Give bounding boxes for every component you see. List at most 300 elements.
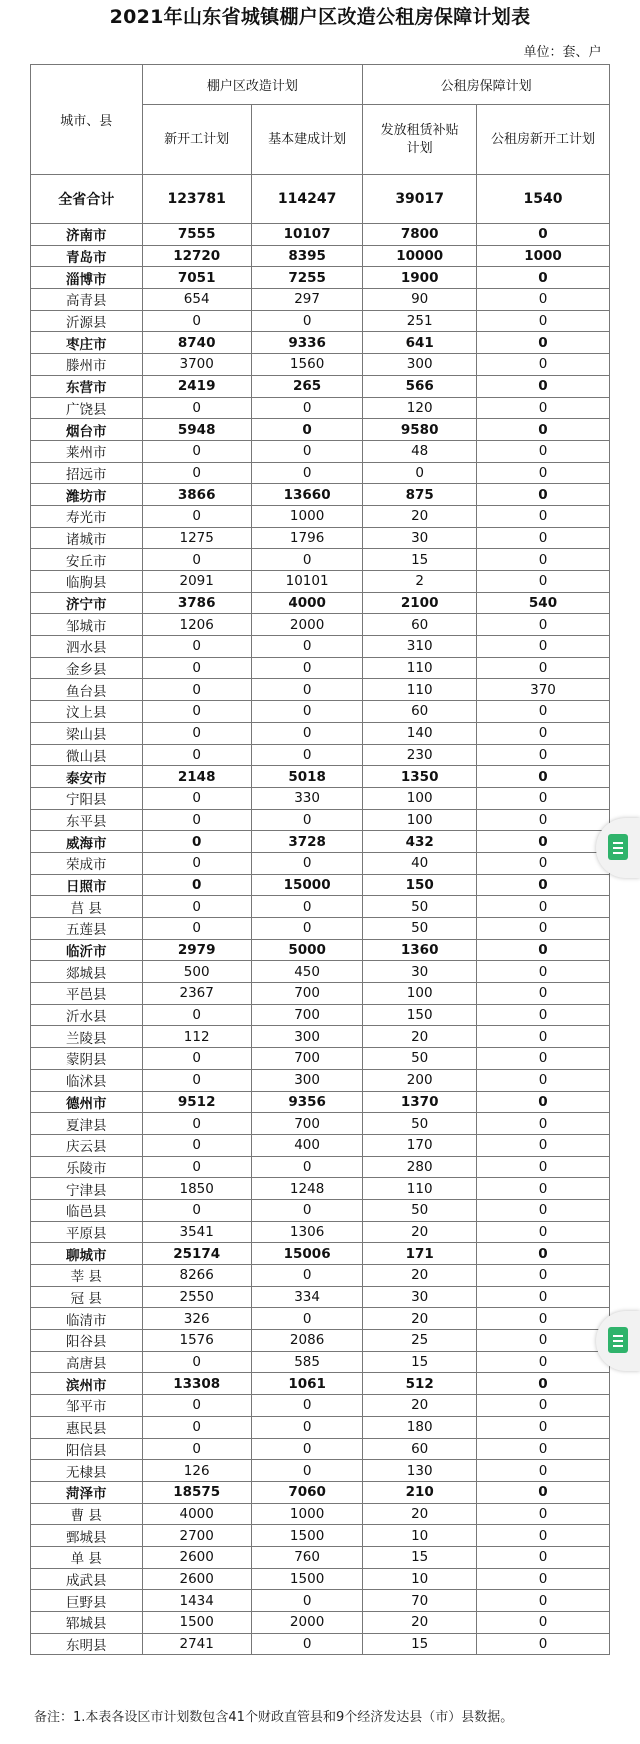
value-cell: 0 bbox=[477, 1026, 610, 1048]
value-cell: 8266 bbox=[142, 1265, 251, 1287]
value-cell: 0 bbox=[142, 505, 251, 527]
value-cell: 0 bbox=[477, 1568, 610, 1590]
region-name-cell: 德州市 bbox=[31, 1091, 143, 1113]
region-name-cell: 鄄城县 bbox=[31, 1525, 143, 1547]
value-cell: 1000 bbox=[251, 1503, 363, 1525]
value-cell: 2700 bbox=[142, 1525, 251, 1547]
value-cell: 171 bbox=[363, 1243, 477, 1265]
table-row bbox=[31, 1199, 610, 1221]
value-cell: 0 bbox=[251, 918, 363, 940]
region-name-cell: 沂源县 bbox=[31, 310, 143, 332]
value-cell: 0 bbox=[477, 1199, 610, 1221]
value-cell: 0 bbox=[142, 1069, 251, 1091]
region-name-cell: 日照市 bbox=[31, 874, 143, 896]
value-cell: 0 bbox=[142, 1351, 251, 1373]
value-cell: 4000 bbox=[142, 1503, 251, 1525]
value-cell: 10 bbox=[363, 1525, 477, 1547]
value-cell: 1206 bbox=[142, 614, 251, 636]
value-cell: 700 bbox=[251, 983, 363, 1005]
table-row bbox=[31, 896, 610, 918]
value-cell: 5018 bbox=[251, 766, 363, 788]
total-value: 1540 bbox=[477, 175, 610, 224]
region-name-cell: 夏津县 bbox=[31, 1113, 143, 1135]
value-cell: 0 bbox=[251, 809, 363, 831]
value-cell: 0 bbox=[477, 961, 610, 983]
region-name-cell: 烟台市 bbox=[31, 419, 143, 441]
value-cell: 0 bbox=[477, 831, 610, 853]
value-cell: 7051 bbox=[142, 267, 251, 289]
region-name-cell: 高唐县 bbox=[31, 1351, 143, 1373]
table-row bbox=[31, 571, 610, 593]
value-cell: 334 bbox=[251, 1286, 363, 1308]
total-value: 39017 bbox=[363, 175, 477, 224]
table-row bbox=[31, 549, 610, 571]
value-cell: 0 bbox=[477, 874, 610, 896]
region-name-cell: 平原县 bbox=[31, 1221, 143, 1243]
region-name-cell: 平邑县 bbox=[31, 983, 143, 1005]
table-row bbox=[31, 1525, 610, 1547]
table-row bbox=[31, 874, 610, 896]
value-cell: 0 bbox=[477, 1004, 610, 1026]
value-cell: 9512 bbox=[142, 1091, 251, 1113]
value-cell: 180 bbox=[363, 1416, 477, 1438]
value-cell: 0 bbox=[477, 419, 610, 441]
value-cell: 1500 bbox=[251, 1568, 363, 1590]
value-cell: 130 bbox=[363, 1460, 477, 1482]
value-cell: 110 bbox=[363, 679, 477, 701]
table-row bbox=[31, 332, 610, 354]
value-cell: 12720 bbox=[142, 245, 251, 267]
value-cell: 0 bbox=[142, 636, 251, 658]
value-cell: 1796 bbox=[251, 527, 363, 549]
value-cell: 2000 bbox=[251, 1612, 363, 1634]
value-cell: 110 bbox=[363, 1178, 477, 1200]
value-cell: 3786 bbox=[142, 592, 251, 614]
value-cell: 0 bbox=[142, 1113, 251, 1135]
value-cell: 0 bbox=[477, 1395, 610, 1417]
value-cell: 25 bbox=[363, 1330, 477, 1352]
value-cell: 0 bbox=[251, 310, 363, 332]
region-name-cell: 莘 县 bbox=[31, 1265, 143, 1287]
table-row bbox=[31, 1633, 610, 1655]
region-name-cell: 庆云县 bbox=[31, 1134, 143, 1156]
value-cell: 20 bbox=[363, 1395, 477, 1417]
value-cell: 120 bbox=[363, 397, 477, 419]
value-cell: 0 bbox=[251, 1590, 363, 1612]
region-name-cell: 郓城县 bbox=[31, 1612, 143, 1634]
value-cell: 20 bbox=[363, 1221, 477, 1243]
table-row bbox=[31, 787, 610, 809]
value-cell: 0 bbox=[251, 636, 363, 658]
value-cell: 9356 bbox=[251, 1091, 363, 1113]
value-cell: 0 bbox=[251, 1395, 363, 1417]
value-cell: 0 bbox=[251, 1460, 363, 1482]
value-cell: 200 bbox=[363, 1069, 477, 1091]
value-cell: 0 bbox=[477, 354, 610, 376]
header-shantytown-plan: 棚户区改造计划 bbox=[142, 65, 363, 105]
value-cell: 0 bbox=[477, 1416, 610, 1438]
value-cell: 0 bbox=[251, 549, 363, 571]
value-cell: 0 bbox=[477, 939, 610, 961]
value-cell: 60 bbox=[363, 701, 477, 723]
table-row bbox=[31, 505, 610, 527]
value-cell: 0 bbox=[142, 918, 251, 940]
table-row bbox=[31, 289, 610, 311]
value-cell: 9336 bbox=[251, 332, 363, 354]
value-cell: 0 bbox=[251, 1199, 363, 1221]
region-name-cell: 汶上县 bbox=[31, 701, 143, 723]
value-cell: 0 bbox=[477, 505, 610, 527]
value-cell: 0 bbox=[251, 722, 363, 744]
region-name-cell: 东平县 bbox=[31, 809, 143, 831]
value-cell: 0 bbox=[477, 1590, 610, 1612]
value-cell: 0 bbox=[142, 1199, 251, 1221]
table-row bbox=[31, 267, 610, 289]
header-city-county: 城市、县 bbox=[31, 65, 143, 175]
value-cell: 7060 bbox=[251, 1481, 363, 1503]
table-row bbox=[31, 1091, 610, 1113]
value-cell: 100 bbox=[363, 809, 477, 831]
value-cell: 2086 bbox=[251, 1330, 363, 1352]
value-cell: 0 bbox=[142, 1438, 251, 1460]
region-name-cell: 广饶县 bbox=[31, 397, 143, 419]
table-row bbox=[31, 1178, 610, 1200]
value-cell: 3728 bbox=[251, 831, 363, 853]
value-cell: 3866 bbox=[142, 484, 251, 506]
value-cell: 15006 bbox=[251, 1243, 363, 1265]
value-cell: 0 bbox=[142, 831, 251, 853]
value-cell: 1306 bbox=[251, 1221, 363, 1243]
table-row bbox=[31, 310, 610, 332]
value-cell: 2419 bbox=[142, 375, 251, 397]
value-cell: 30 bbox=[363, 1286, 477, 1308]
value-cell: 0 bbox=[142, 744, 251, 766]
value-cell: 0 bbox=[251, 419, 363, 441]
region-name-cell: 济南市 bbox=[31, 224, 143, 246]
table-row bbox=[31, 1568, 610, 1590]
value-cell: 0 bbox=[477, 1633, 610, 1655]
value-cell: 566 bbox=[363, 375, 477, 397]
table-row bbox=[31, 636, 610, 658]
value-cell: 50 bbox=[363, 896, 477, 918]
value-cell: 0 bbox=[251, 1633, 363, 1655]
value-cell: 700 bbox=[251, 1048, 363, 1070]
value-cell: 0 bbox=[477, 1243, 610, 1265]
value-cell: 0 bbox=[477, 1048, 610, 1070]
region-name-cell: 莱州市 bbox=[31, 440, 143, 462]
value-cell: 0 bbox=[477, 289, 610, 311]
value-cell: 1350 bbox=[363, 766, 477, 788]
value-cell: 0 bbox=[477, 527, 610, 549]
table-row bbox=[31, 722, 610, 744]
value-cell: 585 bbox=[251, 1351, 363, 1373]
value-cell: 540 bbox=[477, 592, 610, 614]
value-cell: 0 bbox=[477, 1308, 610, 1330]
region-name-cell: 东明县 bbox=[31, 1633, 143, 1655]
value-cell: 0 bbox=[251, 852, 363, 874]
region-name-cell: 菏泽市 bbox=[31, 1481, 143, 1503]
region-name-cell: 阳谷县 bbox=[31, 1330, 143, 1352]
region-name-cell: 泗水县 bbox=[31, 636, 143, 658]
value-cell: 0 bbox=[477, 440, 610, 462]
value-cell: 0 bbox=[251, 1438, 363, 1460]
value-cell: 310 bbox=[363, 636, 477, 658]
value-cell: 0 bbox=[142, 1004, 251, 1026]
region-name-cell: 临邑县 bbox=[31, 1199, 143, 1221]
value-cell: 90 bbox=[363, 289, 477, 311]
region-name-cell: 滕州市 bbox=[31, 354, 143, 376]
value-cell: 5000 bbox=[251, 939, 363, 961]
value-cell: 500 bbox=[142, 961, 251, 983]
value-cell: 0 bbox=[477, 1134, 610, 1156]
table-row bbox=[31, 1069, 610, 1091]
table-row bbox=[31, 1460, 610, 1482]
region-name-cell: 高青县 bbox=[31, 289, 143, 311]
region-name-cell: 沂水县 bbox=[31, 1004, 143, 1026]
value-cell: 50 bbox=[363, 918, 477, 940]
region-name-cell: 荣成市 bbox=[31, 852, 143, 874]
value-cell: 0 bbox=[477, 1546, 610, 1568]
value-cell: 2600 bbox=[142, 1568, 251, 1590]
document-icon bbox=[608, 834, 628, 860]
value-cell: 0 bbox=[142, 787, 251, 809]
table-row bbox=[31, 484, 610, 506]
value-cell: 50 bbox=[363, 1199, 477, 1221]
value-cell: 0 bbox=[477, 1503, 610, 1525]
value-cell: 0 bbox=[477, 310, 610, 332]
value-cell: 126 bbox=[142, 1460, 251, 1482]
region-name-cell: 金乡县 bbox=[31, 657, 143, 679]
value-cell: 0 bbox=[251, 1308, 363, 1330]
value-cell: 2741 bbox=[142, 1633, 251, 1655]
value-cell: 1434 bbox=[142, 1590, 251, 1612]
value-cell: 0 bbox=[477, 1460, 610, 1482]
value-cell: 0 bbox=[142, 1048, 251, 1070]
value-cell: 0 bbox=[142, 874, 251, 896]
region-name-cell: 邹平市 bbox=[31, 1395, 143, 1417]
value-cell: 0 bbox=[142, 852, 251, 874]
value-cell: 2100 bbox=[363, 592, 477, 614]
value-cell: 100 bbox=[363, 787, 477, 809]
value-cell: 20 bbox=[363, 1612, 477, 1634]
value-cell: 0 bbox=[251, 1265, 363, 1287]
table-row bbox=[31, 852, 610, 874]
value-cell: 7255 bbox=[251, 267, 363, 289]
region-name-cell: 枣庄市 bbox=[31, 332, 143, 354]
value-cell: 7555 bbox=[142, 224, 251, 246]
plan-table-container bbox=[30, 36, 610, 1655]
table-row bbox=[31, 1351, 610, 1373]
value-cell: 0 bbox=[477, 1481, 610, 1503]
value-cell: 0 bbox=[477, 484, 610, 506]
table-row bbox=[31, 1113, 610, 1135]
value-cell: 0 bbox=[477, 1156, 610, 1178]
value-cell: 370 bbox=[477, 679, 610, 701]
value-cell: 0 bbox=[142, 1134, 251, 1156]
region-name-cell: 泰安市 bbox=[31, 766, 143, 788]
value-cell: 20 bbox=[363, 1308, 477, 1330]
region-name-cell: 宁津县 bbox=[31, 1178, 143, 1200]
value-cell: 251 bbox=[363, 310, 477, 332]
value-cell: 2 bbox=[363, 571, 477, 593]
value-cell: 13308 bbox=[142, 1373, 251, 1395]
value-cell: 150 bbox=[363, 874, 477, 896]
table-row bbox=[31, 1286, 610, 1308]
value-cell: 8395 bbox=[251, 245, 363, 267]
value-cell: 0 bbox=[477, 1330, 610, 1352]
region-name-cell: 曹 县 bbox=[31, 1503, 143, 1525]
value-cell: 50 bbox=[363, 1113, 477, 1135]
value-cell: 7800 bbox=[363, 224, 477, 246]
table-row bbox=[31, 397, 610, 419]
value-cell: 15 bbox=[363, 549, 477, 571]
value-cell: 15 bbox=[363, 1351, 477, 1373]
value-cell: 0 bbox=[477, 1286, 610, 1308]
value-cell: 0 bbox=[251, 744, 363, 766]
value-cell: 8740 bbox=[142, 332, 251, 354]
value-cell: 10000 bbox=[363, 245, 477, 267]
value-cell: 2367 bbox=[142, 983, 251, 1005]
value-cell: 140 bbox=[363, 722, 477, 744]
value-cell: 15 bbox=[363, 1546, 477, 1568]
document-icon bbox=[608, 1327, 628, 1353]
value-cell: 0 bbox=[477, 852, 610, 874]
region-name-cell: 济宁市 bbox=[31, 592, 143, 614]
table-row bbox=[31, 1308, 610, 1330]
value-cell: 0 bbox=[477, 744, 610, 766]
value-cell: 210 bbox=[363, 1481, 477, 1503]
region-name-cell: 威海市 bbox=[31, 831, 143, 853]
value-cell: 875 bbox=[363, 484, 477, 506]
value-cell: 0 bbox=[477, 701, 610, 723]
value-cell: 15000 bbox=[251, 874, 363, 896]
value-cell: 265 bbox=[251, 375, 363, 397]
region-name-cell: 莒 县 bbox=[31, 896, 143, 918]
value-cell: 112 bbox=[142, 1026, 251, 1048]
value-cell: 20 bbox=[363, 1503, 477, 1525]
value-cell: 0 bbox=[477, 462, 610, 484]
value-cell: 297 bbox=[251, 289, 363, 311]
value-cell: 0 bbox=[251, 679, 363, 701]
value-cell: 0 bbox=[251, 1416, 363, 1438]
header-rental-subsidy: 发放租赁补贴计划 bbox=[363, 105, 477, 175]
value-cell: 1900 bbox=[363, 267, 477, 289]
value-cell: 0 bbox=[142, 809, 251, 831]
region-name-cell: 巨野县 bbox=[31, 1590, 143, 1612]
value-cell: 0 bbox=[142, 722, 251, 744]
value-cell: 326 bbox=[142, 1308, 251, 1330]
table-row bbox=[31, 766, 610, 788]
total-value: 123781 bbox=[142, 175, 251, 224]
value-cell: 1560 bbox=[251, 354, 363, 376]
value-cell: 0 bbox=[477, 571, 610, 593]
value-cell: 654 bbox=[142, 289, 251, 311]
table-row bbox=[31, 1481, 610, 1503]
page-title: 2021年山东省城镇棚户区改造公租房保障计划表 bbox=[109, 6, 531, 28]
region-name-cell: 东营市 bbox=[31, 375, 143, 397]
region-name-cell: 阳信县 bbox=[31, 1438, 143, 1460]
table-row bbox=[31, 1221, 610, 1243]
region-name-cell: 寿光市 bbox=[31, 505, 143, 527]
value-cell: 0 bbox=[477, 397, 610, 419]
value-cell: 700 bbox=[251, 1113, 363, 1135]
value-cell: 30 bbox=[363, 527, 477, 549]
value-cell: 0 bbox=[142, 310, 251, 332]
table-row bbox=[31, 1156, 610, 1178]
table-row bbox=[31, 918, 610, 940]
table-row bbox=[31, 527, 610, 549]
region-name-cell: 冠 县 bbox=[31, 1286, 143, 1308]
header-public-rental-plan: 公租房保障计划 bbox=[363, 65, 610, 105]
table-row bbox=[31, 1373, 610, 1395]
value-cell: 1370 bbox=[363, 1091, 477, 1113]
header-basic-completion: 基本建成计划 bbox=[251, 105, 363, 175]
value-cell: 0 bbox=[477, 614, 610, 636]
table-row bbox=[31, 1438, 610, 1460]
value-cell: 2000 bbox=[251, 614, 363, 636]
value-cell: 70 bbox=[363, 1590, 477, 1612]
value-cell: 0 bbox=[477, 1113, 610, 1135]
value-cell: 2091 bbox=[142, 571, 251, 593]
value-cell: 760 bbox=[251, 1546, 363, 1568]
value-cell: 0 bbox=[251, 896, 363, 918]
value-cell: 1061 bbox=[251, 1373, 363, 1395]
value-cell: 0 bbox=[251, 462, 363, 484]
value-cell: 0 bbox=[477, 1221, 610, 1243]
value-cell: 0 bbox=[477, 722, 610, 744]
value-cell: 0 bbox=[251, 1156, 363, 1178]
value-cell: 0 bbox=[477, 766, 610, 788]
value-cell: 20 bbox=[363, 1026, 477, 1048]
value-cell: 0 bbox=[142, 549, 251, 571]
table-row bbox=[31, 224, 610, 246]
value-cell: 1850 bbox=[142, 1178, 251, 1200]
region-name-cell: 无棣县 bbox=[31, 1460, 143, 1482]
table-row bbox=[31, 831, 610, 853]
table-row bbox=[31, 939, 610, 961]
table-row bbox=[31, 1503, 610, 1525]
value-cell: 5948 bbox=[142, 419, 251, 441]
value-cell: 0 bbox=[477, 1373, 610, 1395]
value-cell: 0 bbox=[477, 1612, 610, 1634]
table-row bbox=[31, 961, 610, 983]
value-cell: 1360 bbox=[363, 939, 477, 961]
value-cell: 30 bbox=[363, 961, 477, 983]
table-row bbox=[31, 354, 610, 376]
value-cell: 1000 bbox=[477, 245, 610, 267]
value-cell: 2600 bbox=[142, 1546, 251, 1568]
value-cell: 1248 bbox=[251, 1178, 363, 1200]
total-label: 全省合计 bbox=[31, 175, 143, 224]
region-name-cell: 临沭县 bbox=[31, 1069, 143, 1091]
region-name-cell: 临清市 bbox=[31, 1308, 143, 1330]
unit-label: 单位：套、户 bbox=[477, 36, 610, 65]
value-cell: 18575 bbox=[142, 1481, 251, 1503]
value-cell: 0 bbox=[477, 896, 610, 918]
table-row bbox=[31, 657, 610, 679]
region-name-cell: 兰陵县 bbox=[31, 1026, 143, 1048]
value-cell: 2979 bbox=[142, 939, 251, 961]
table-row bbox=[31, 983, 610, 1005]
region-name-cell: 招远市 bbox=[31, 462, 143, 484]
value-cell: 0 bbox=[477, 983, 610, 1005]
region-name-cell: 诸城市 bbox=[31, 527, 143, 549]
region-name-cell: 宁阳县 bbox=[31, 787, 143, 809]
table-row bbox=[31, 809, 610, 831]
value-cell: 300 bbox=[251, 1069, 363, 1091]
region-name-cell: 青岛市 bbox=[31, 245, 143, 267]
value-cell: 0 bbox=[477, 332, 610, 354]
